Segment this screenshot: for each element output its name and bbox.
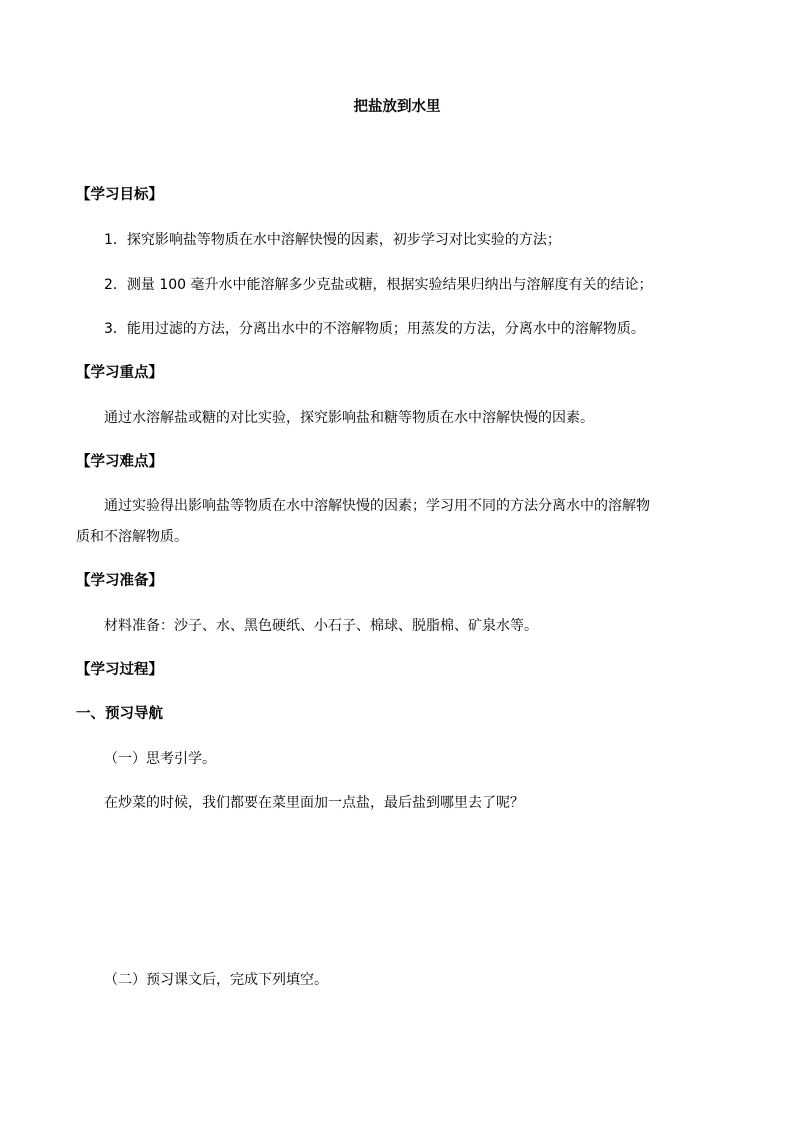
thinking-prompt-question: 在炒菜的时候，我们都要在菜里面加一点盐，最后盐到哪里去了呢？ xyxy=(104,795,524,811)
key-points-heading: 【学习重点】 xyxy=(76,365,163,381)
difficulties-text-line1: 通过实验得出影响盐等物质在水中溶解快慢的因素；学习用不同的方法分离水中的溶解物 xyxy=(104,498,650,514)
document-title: 把盐放到水里 xyxy=(353,99,441,115)
difficulties-heading: 【学习难点】 xyxy=(76,454,163,470)
process-heading: 【学习过程】 xyxy=(76,662,163,678)
preview-guide-subheading: 一、预习导航 xyxy=(76,706,163,722)
objective-item-2: 2．测量 100 毫升水中能溶解多少克盐或糖，根据实验结果归纳出与溶解度有关的结论； xyxy=(104,277,653,293)
objective-item-1: 1．探究影响盐等物质在水中溶解快慢的因素，初步学习对比实验的方法； xyxy=(104,232,561,248)
objectives-heading: 【学习目标】 xyxy=(76,187,163,203)
difficulties-text-line2: 质和不溶解物质。 xyxy=(76,529,188,545)
thinking-prompt-label: （一）思考引学。 xyxy=(104,751,216,767)
fill-in-instruction: （二）预习课文后，完成下列填空。 xyxy=(104,972,328,988)
preparation-text: 材料准备：沙子、水、黑色硬纸、小石子、棉球、脱脂棉、矿泉水等。 xyxy=(104,618,538,634)
key-points-text: 通过水溶解盐或糖的对比实验，探究影响盐和糖等物质在水中溶解快慢的因素。 xyxy=(104,410,594,426)
objective-item-3: 3．能用过滤的方法，分离出水中的不溶解物质；用蒸发的方法，分离水中的溶解物质。 xyxy=(104,321,645,337)
preparation-heading: 【学习准备】 xyxy=(76,573,163,589)
